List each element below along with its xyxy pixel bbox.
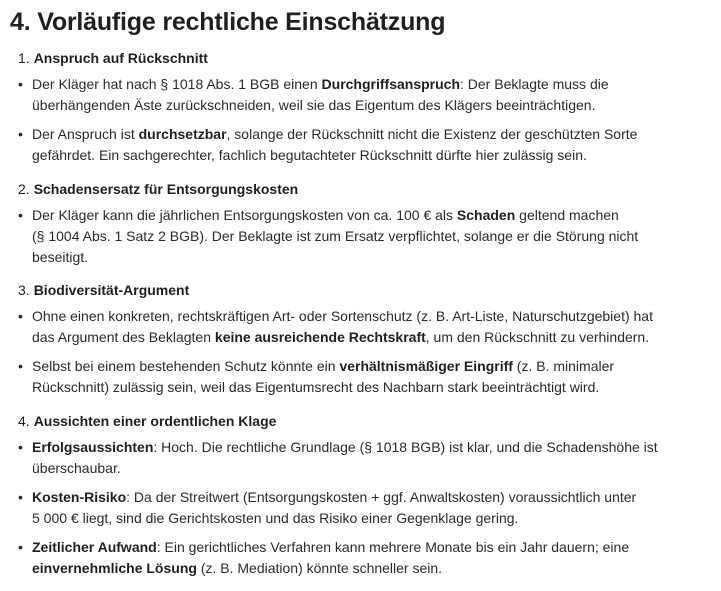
section-title: Biodiversität-Argument [33, 282, 190, 298]
emphasis-text: Kosten-Risiko [32, 489, 127, 505]
section-title: Anspruch auf Rückschnitt [33, 50, 208, 66]
emphasis-text: keine ausreichende Rechtskraft [214, 329, 426, 345]
emphasis-text: einvernehmliche Lösung [32, 560, 197, 576]
section-heading [18, 181, 298, 197]
list-item-text: Kosten-Risiko: Da der Streitwert (Entsorgungskosten + ggf. Anwaltskosten) voraussichtlich unter 5 000 € liegt, sind die Gerichtskosten und das Risiko einer Gegenklage gering. [32, 489, 637, 526]
emphasis-text: Durchgriffsanspruch [321, 76, 460, 92]
list-item [18, 205, 708, 268]
list-item [18, 74, 708, 116]
section-number: 3. [18, 282, 30, 298]
list-item-text: Erfolgsaussichten: Hoch. Die rechtliche Grundlage (§ 1018 BGB) ist klar, und die Schadenshöhe ist überschaubar. [32, 439, 658, 476]
bullet-icon: • [18, 76, 23, 92]
bullet-icon: • [18, 207, 23, 223]
list-item [18, 437, 708, 479]
list-item-text: Selbst bei einem bestehenden Schutz könnte ein verhältnismäßiger Eingriff (z. B. minimaler Rückschnitt) zulässig sein, weil das Eigentumsrecht des Nachbarn stark beeinträchtigt wird. [32, 358, 615, 395]
list-item [18, 306, 708, 348]
bullet-icon: • [18, 539, 23, 555]
section-title: Schadensersatz für Entsorgungskosten [33, 181, 299, 197]
list-item [18, 356, 708, 398]
list-item [18, 537, 708, 579]
bullet-icon: • [18, 308, 23, 324]
emphasis-text: Schaden [456, 207, 516, 223]
bullet-icon: • [18, 358, 23, 374]
section-heading [18, 50, 208, 66]
list-item-text: Der Anspruch ist durchsetzbar, solange der Rückschnitt nicht die Existenz der geschützten Sorte gefährdet. Ein sachgerechter, fachlich begutachteter Rückschnitt dürfte hier zulässig sein. [32, 126, 638, 163]
emphasis-text: verhältnismäßiger Eingriff [339, 358, 513, 374]
emphasis-text: durchsetzbar [138, 126, 227, 142]
page-title: 4. Vorläufige rechtliche Einschätzung [10, 8, 446, 36]
list-item [18, 124, 708, 166]
list-item-text: Zeitlicher Aufwand: Ein gerichtliches Verfahren kann mehrere Monate bis ein Jahr dauern; eine einvernehmliche Lösung (z. B. Mediation) könnte schneller sein. [32, 539, 630, 576]
section-number: 2. [18, 181, 30, 197]
list-item-text: Der Kläger hat nach § 1018 Abs. 1 BGB einen Durchgriffsanspruch: Der Beklagte muss die überhängenden Äste zurückschneiden, weil sie das Eigentum des Klägers beeinträchtigen. [32, 76, 609, 113]
bullet-icon: • [18, 489, 23, 505]
section-number: 4. [18, 413, 30, 429]
emphasis-text: Erfolgsaussichten [32, 439, 154, 455]
list-item [18, 487, 708, 529]
list-item-text: Der Kläger kann die jährlichen Entsorgungskosten von ca. 100 € als Schaden geltend machen (§ 1004 Abs. 1 Satz 2 BGB). Der Beklagte ist zum Ersatz verpflichtet, solange er die Störung nicht beseitigt. [32, 207, 639, 265]
emphasis-text: Zeitlicher Aufwand [32, 539, 157, 555]
section-heading [18, 413, 276, 429]
section-number: 1. [18, 50, 30, 66]
section-heading [18, 282, 189, 298]
list-item-text: Ohne einen konkreten, rechtskräftigen Art- oder Sortenschutz (z. B. Art-Liste, Naturschutzgebiet) hat das Argument des Beklagten keine ausreichende Rechtskraft, um den Rückschnitt zu verhindern. [32, 308, 653, 345]
bullet-icon: • [18, 126, 23, 142]
section-title: Aussichten einer ordentlichen Klage [33, 413, 277, 429]
bullet-icon: • [18, 439, 23, 455]
